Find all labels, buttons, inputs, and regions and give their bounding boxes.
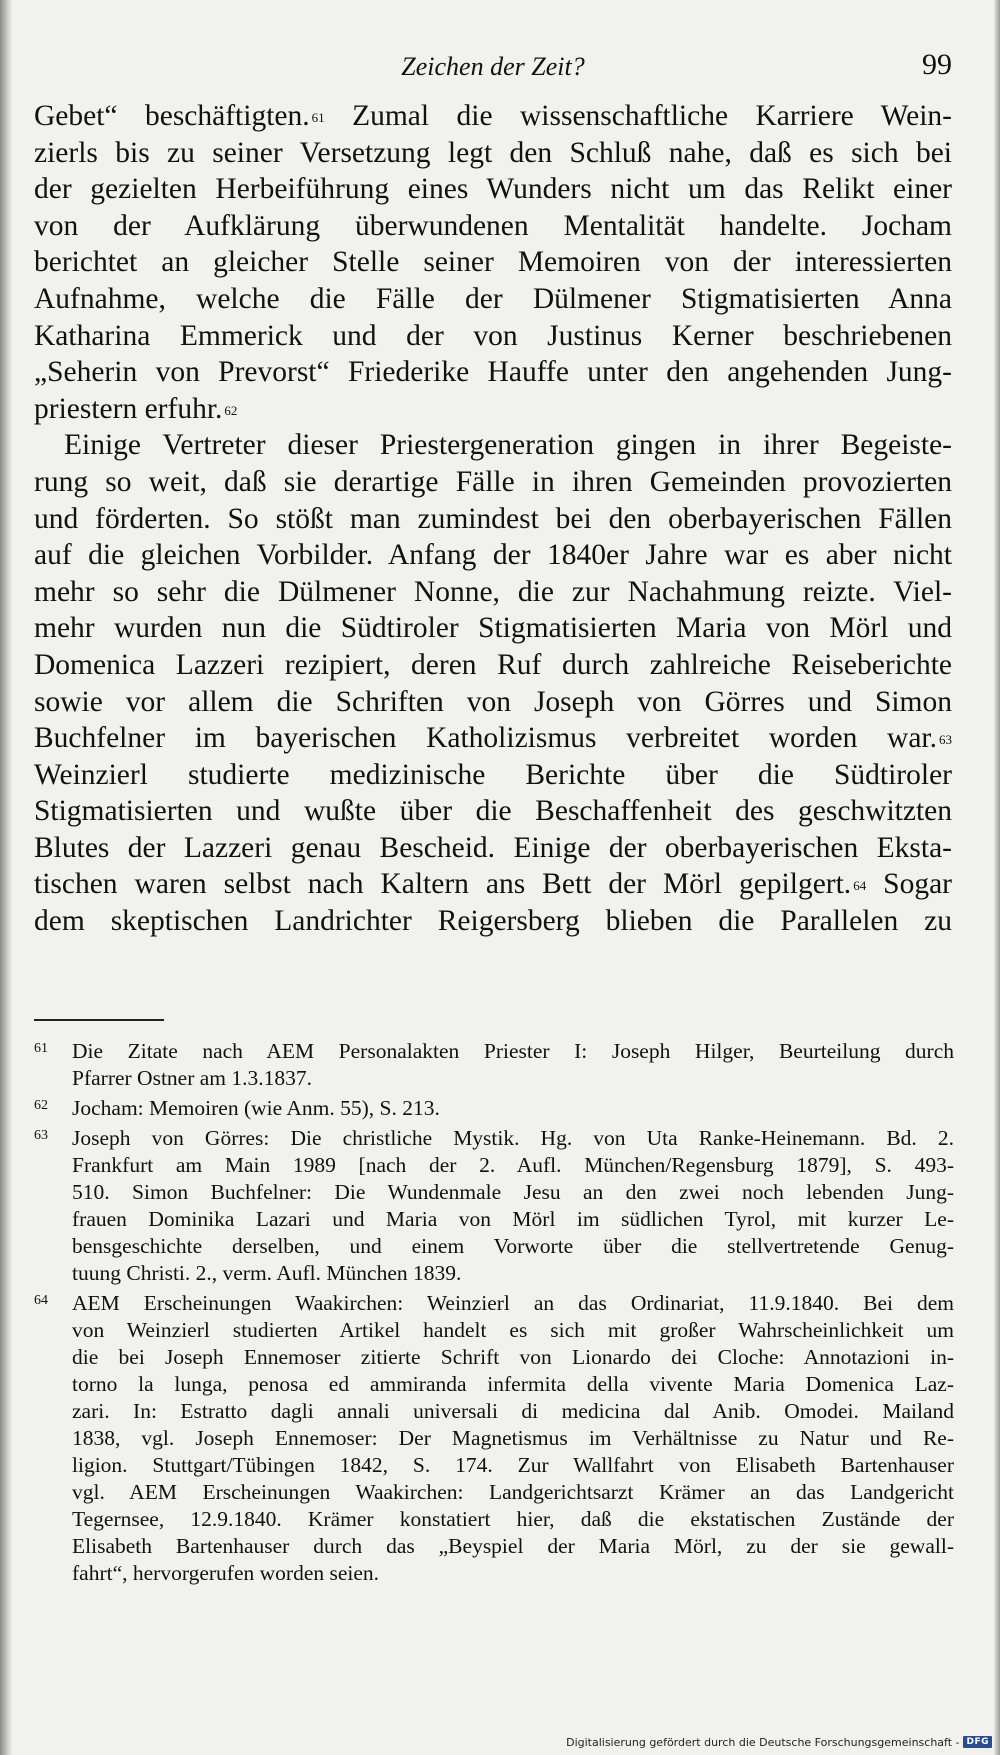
footnote-line: 510. Simon Buchfelner: Die Wundenmale Jesu an den zwei noch lebenden Jung-: [72, 1180, 954, 1204]
credit-text: Digitalisierung gefördert durch die Deutsche Forschungsgemeinschaft -: [566, 1735, 960, 1749]
footnote-number: 63: [34, 1128, 48, 1143]
text-line-content: berichtet an gleicher Stelle seiner Memoiren von der interessierten: [34, 246, 952, 279]
page-gutter-shadow: [0, 0, 12, 1755]
footnote-line: Elisabeth Bartenhauser durch das „Beyspiel der Maria Mörl, zu der sie gewall-: [72, 1534, 954, 1558]
text-line-content: sowie vor allem die Schriften von Joseph von Görres und Simon: [34, 685, 952, 718]
text-line: [34, 464, 952, 501]
footnote-line: bensgeschichte derselben, und einem Vorworte über die stellvertretende Genug-: [72, 1234, 954, 1258]
footnote-text: [72, 1125, 954, 1287]
text-line-content: Einige Vertreter dieser Priestergeneration gingen in ihrer Begeiste-: [64, 429, 952, 462]
text-line: [34, 574, 952, 611]
text-line: [34, 171, 952, 208]
text-line: [34, 427, 952, 464]
page-header: [34, 48, 952, 88]
footnote-reference[interactable]: 64: [853, 878, 867, 894]
running-title: Zeichen der Zeit?: [401, 52, 585, 81]
text-line: [34, 281, 952, 318]
page-edge-shadow: [994, 0, 1000, 1755]
text-line-content: und förderten. So stößt man zumindest bei den oberbayerischen Fällen: [34, 502, 952, 535]
footnote-text: [72, 1038, 954, 1092]
text-line-content: Blutes der Lazzeri genau Bescheid. Einige der oberbayerischen Eksta-: [34, 831, 952, 864]
text-line-continuation: Sogar: [866, 868, 952, 901]
text-line: [34, 757, 952, 794]
text-line-content: rung so weit, daß sie derartige Fälle in ihren Gemeinden provozierten: [34, 465, 952, 498]
footnote-line: die bei Joseph Ennemoser zitierte Schrift von Lionardo dei Cloche: Annotazioni in-: [72, 1345, 954, 1369]
footnote-text: [72, 1095, 954, 1122]
footnote-reference[interactable]: 61: [311, 110, 325, 125]
footnote-item: [34, 1125, 954, 1287]
text-line: [34, 537, 952, 574]
text-line-content: der gezielten Herbeiführung eines Wunders nicht um das Relikt einer: [34, 173, 952, 206]
footnote-separator: [34, 1019, 164, 1021]
footnote-line: Tegernsee, 12.9.1840. Krämer konstatiert hier, daß die ekstatischen Zustände der: [72, 1507, 954, 1531]
footnote-number: 62: [34, 1098, 48, 1113]
text-line: [34, 903, 952, 940]
footnote-line: fahrt“, hervorgerufen worden seien.: [72, 1561, 380, 1585]
text-line-content: Gebet“ beschäftigten.: [34, 100, 310, 132]
footnote-reference[interactable]: 63: [939, 732, 952, 748]
footnote-text: [72, 1290, 954, 1587]
text-line: [34, 354, 952, 391]
text-line-content: „Seherin von Prevorst“ Friederike Hauffe unter den angehenden Jung-: [34, 356, 952, 389]
footnote-number: 61: [34, 1041, 48, 1056]
text-line-continuation: Zumal die wissenschaftliche Karriere Wein-: [324, 100, 953, 132]
text-line: [34, 135, 952, 172]
text-line: [34, 501, 952, 538]
text-line-content: priestern erfuhr.: [34, 392, 223, 425]
footnote-item: [34, 1290, 954, 1587]
text-line: [34, 647, 952, 684]
footnote-item: [34, 1095, 954, 1122]
footnote-reference[interactable]: 62: [224, 402, 238, 418]
footnote-line: von Weinzierl studierten Artikel handelt es sich mit großer Wahrscheinlichkeit um: [72, 1318, 954, 1342]
text-line: [34, 793, 952, 830]
footnote-line: Die Zitate nach AEM Personalakten Priester I: Joseph Hilger, Beurteilung durch: [72, 1039, 954, 1063]
text-line-content: zierls bis zu seiner Versetzung legt den Schluß nahe, daß es sich bei: [34, 136, 952, 169]
footnote-line: ligion. Stuttgart/Tübingen 1842, S. 174. Zur Wallfahrt von Elisabeth Bartenhauser: [72, 1453, 954, 1477]
footnote-number: 64: [34, 1293, 48, 1308]
text-line-content: dem skeptischen Landrichter Reigersberg blieben die Parallelen zu: [34, 905, 952, 938]
footnotes: [34, 1038, 954, 1590]
text-line-content: auf die gleichen Vorbilder. Anfang der 1840er Jahre war es aber nicht: [34, 539, 952, 572]
footnote-line: Joseph von Görres: Die christliche Mystik. Hg. von Uta Ranke-Heinemann. Bd. 2.: [72, 1126, 954, 1150]
footnote-item: [34, 1038, 954, 1092]
footnote-line: 1838, vgl. Joseph Ennemoser: Der Magnetismus im Verhältnisse zu Natur und Re-: [72, 1426, 954, 1450]
footnote-line: tuung Christi. 2., verm. Aufl. München 1839.: [72, 1261, 462, 1285]
text-line: [34, 391, 952, 428]
footnote-line: Pfarrer Ostner am 1.3.1837.: [72, 1066, 313, 1090]
text-line-content: mehr so sehr die Dülmener Nonne, die zur Nachahmung reizte. Viel-: [34, 575, 952, 608]
digitization-credit: [566, 1733, 992, 1751]
footnote-line: Frankfurt am Main 1989 [nach der 2. Aufl. München/Regensburg 1879], S. 493-: [72, 1153, 954, 1177]
text-line: [34, 610, 952, 647]
text-line-content: Buchfelner im bayerischen Katholizismus verbreitet worden war.: [34, 722, 937, 755]
text-line: [34, 830, 952, 867]
text-line: [34, 244, 952, 281]
footnote-line: zari. In: Estratto dagli annali universali di medicina dal Anib. Omodei. Mailand: [72, 1399, 954, 1423]
text-line-content: Weinzierl studierte medizinische Berichte über die Südtiroler: [34, 758, 952, 791]
text-line-content: tischen waren selbst nach Kaltern ans Bett der Mörl gepilgert.: [34, 868, 852, 901]
footnote-line: torno la lunga, penosa ed ammiranda infermita della vivente Maria Domenica Laz-: [72, 1372, 954, 1396]
text-line-content: Stigmatisierten und wußte über die Beschaffenheit des geschwitzten: [34, 795, 952, 828]
text-line-content: von der Aufklärung überwundenen Mentalität handelte. Jocham: [34, 209, 952, 242]
text-line-content: Katharina Emmerick und der von Justinus Kerner beschriebenen: [34, 319, 952, 352]
text-line-content: Domenica Lazzeri rezipiert, deren Ruf durch zahlreiche Reiseberichte: [34, 648, 952, 681]
footnote-line: Jocham: Memoiren (wie Anm. 55), S. 213.: [72, 1096, 440, 1120]
text-line: [34, 684, 952, 721]
dfg-logo: DFG: [963, 1736, 992, 1748]
text-line: [34, 720, 952, 757]
text-line: [34, 98, 952, 135]
text-line: [34, 208, 952, 245]
main-text: [34, 98, 952, 940]
footnote-line: vgl. AEM Erscheinungen Waakirchen: Landgerichtsarzt Krämer an das Landgericht: [72, 1480, 954, 1504]
text-line: [34, 866, 952, 903]
page-number: 99: [922, 48, 952, 81]
footnote-line: frauen Dominika Lazari und Maria von Mörl im südlichen Tyrol, mit kurzer Le-: [72, 1207, 954, 1231]
text-line: [34, 318, 952, 355]
footnote-line: AEM Erscheinungen Waakirchen: Weinzierl an das Ordinariat, 11.9.1840. Bei dem: [72, 1291, 954, 1315]
text-line-content: mehr wurden nun die Südtiroler Stigmatisierten Maria von Mörl und: [34, 612, 952, 645]
text-line-content: Aufnahme, welche die Fälle der Dülmener Stigmatisierten Anna: [34, 282, 952, 315]
